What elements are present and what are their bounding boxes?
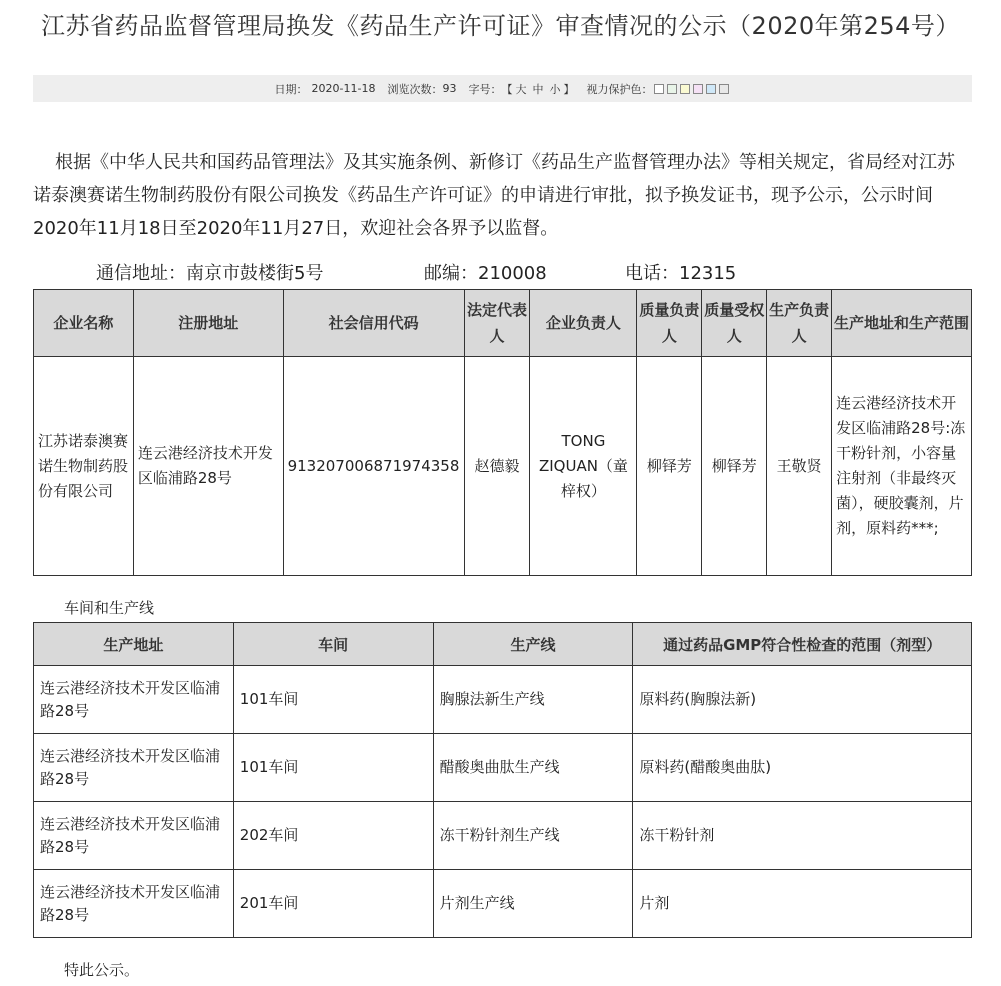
quality-authorized-cell: 柳铎芳 [702, 357, 767, 576]
production-line-cell: 胸腺法新生产线 [433, 666, 633, 734]
contact-phone: 电话：12315 [625, 263, 737, 284]
header-production-line: 生产线 [433, 623, 633, 666]
font-size-large-link[interactable]: 大 [515, 82, 527, 96]
workshop-cell: 101车间 [233, 666, 433, 734]
table-row [34, 870, 972, 938]
section-subtitle: 车间和生产线 [64, 599, 155, 617]
table-row [34, 734, 972, 802]
header-enterprise-head: 企业负责人 [530, 290, 637, 357]
header-registered-address: 注册地址 [133, 290, 283, 357]
table-row [34, 802, 972, 870]
header-company-name: 企业名称 [34, 290, 134, 357]
header-quality-head: 质量负责人 [637, 290, 702, 357]
lines-table-header-row [34, 623, 972, 666]
production-line-cell: 冻干粉针剂生产线 [433, 802, 633, 870]
header-production-head: 生产负责人 [767, 290, 832, 357]
color-swatch-5[interactable] [706, 84, 716, 94]
font-size-label: 字号： [468, 82, 502, 96]
intro-paragraph: 根据《中华人民共和国药品管理法》及其实施条例、新修订《药品生产监督管理办法》等相关规定，省局经对江苏诺泰澳赛诺生物制药股份有限公司换发《药品生产许可证》的申请进行审批，拟予换发证书，现予公示，公示时间2020年11月18日至2020年11月27日，欢迎社会各界予以监督。 [33, 152, 955, 239]
color-swatch-3[interactable] [680, 84, 690, 94]
publish-date: 2020-11-18 [311, 82, 376, 95]
page-title: 江苏省药品监督管理局换发《药品生产许可证》审查情况的公示（2020年第254号） [41, 12, 960, 40]
header-credit-code: 社会信用代码 [283, 290, 464, 357]
header-gmp-scope: 通过药品GMP符合性检查的范围（剂型） [633, 623, 972, 666]
views-label: 浏览次数： [387, 82, 443, 96]
views-count: 93 [442, 82, 457, 95]
date-label: 日期： [274, 82, 308, 96]
color-swatch-group [652, 82, 730, 95]
gmp-scope-cell: 片剂 [633, 870, 972, 938]
company-info-table [33, 289, 972, 576]
workshop-lines-table [33, 622, 972, 938]
production-line-cell: 醋酸奥曲肽生产线 [433, 734, 633, 802]
gmp-scope-cell: 冻干粉针剂 [633, 802, 972, 870]
header-workshop: 车间 [233, 623, 433, 666]
bracket-close: 】 [563, 82, 575, 96]
contact-address: 通信地址：南京市鼓楼街5号 [96, 263, 324, 284]
gmp-scope-cell: 原料药(醋酸奥曲肽) [633, 734, 972, 802]
workshop-cell: 201车间 [233, 870, 433, 938]
article-info-bar [33, 75, 972, 102]
font-size-small-link[interactable]: 小 [549, 82, 561, 96]
workshop-cell: 101车间 [233, 734, 433, 802]
font-size-medium-link[interactable]: 中 [532, 82, 544, 96]
header-legal-rep: 法定代表人 [464, 290, 530, 357]
closing-text: 特此公示。 [64, 961, 140, 979]
company-name-cell: 江苏诺泰澳赛诺生物制药股份有限公司 [34, 357, 134, 576]
company-table-header-row [34, 290, 972, 357]
header-production-scope: 生产地址和生产范围 [832, 290, 972, 357]
gmp-scope-cell: 原料药(胸腺法新) [633, 666, 972, 734]
header-production-address: 生产地址 [34, 623, 234, 666]
enterprise-head-cell: TONG ZIQUAN（童梓权） [530, 357, 637, 576]
workshop-cell: 202车间 [233, 802, 433, 870]
table-row [34, 357, 972, 576]
color-swatch-4[interactable] [693, 84, 703, 94]
color-swatch-6[interactable] [719, 84, 729, 94]
contact-postcode: 邮编：210008 [424, 263, 547, 284]
production-address-cell: 连云港经济技术开发区临浦路28号 [34, 666, 234, 734]
production-head-cell: 王敬贤 [767, 357, 832, 576]
production-address-cell: 连云港经济技术开发区临浦路28号 [34, 734, 234, 802]
legal-rep-cell: 赵德毅 [464, 357, 530, 576]
production-address-cell: 连云港经济技术开发区临浦路28号 [34, 870, 234, 938]
credit-code-cell: 913207006871974358 [283, 357, 464, 576]
color-swatch-1[interactable] [654, 84, 664, 94]
eye-protection-label: 视力保护色： [586, 82, 653, 96]
registered-address-cell: 连云港经济技术开发区临浦路28号 [133, 357, 283, 576]
table-row [34, 666, 972, 734]
production-scope-cell: 连云港经济技术开发区临浦路28号:冻干粉针剂，小容量注射剂（非最终灭菌），硬胶囊剂，片剂，原料药***; [832, 357, 972, 576]
production-line-cell: 片剂生产线 [433, 870, 633, 938]
quality-head-cell: 柳铎芳 [637, 357, 702, 576]
bracket-open: 【 [501, 82, 513, 96]
color-swatch-2[interactable] [667, 84, 677, 94]
production-address-cell: 连云港经济技术开发区临浦路28号 [34, 802, 234, 870]
header-quality-authorized: 质量受权人 [702, 290, 767, 357]
